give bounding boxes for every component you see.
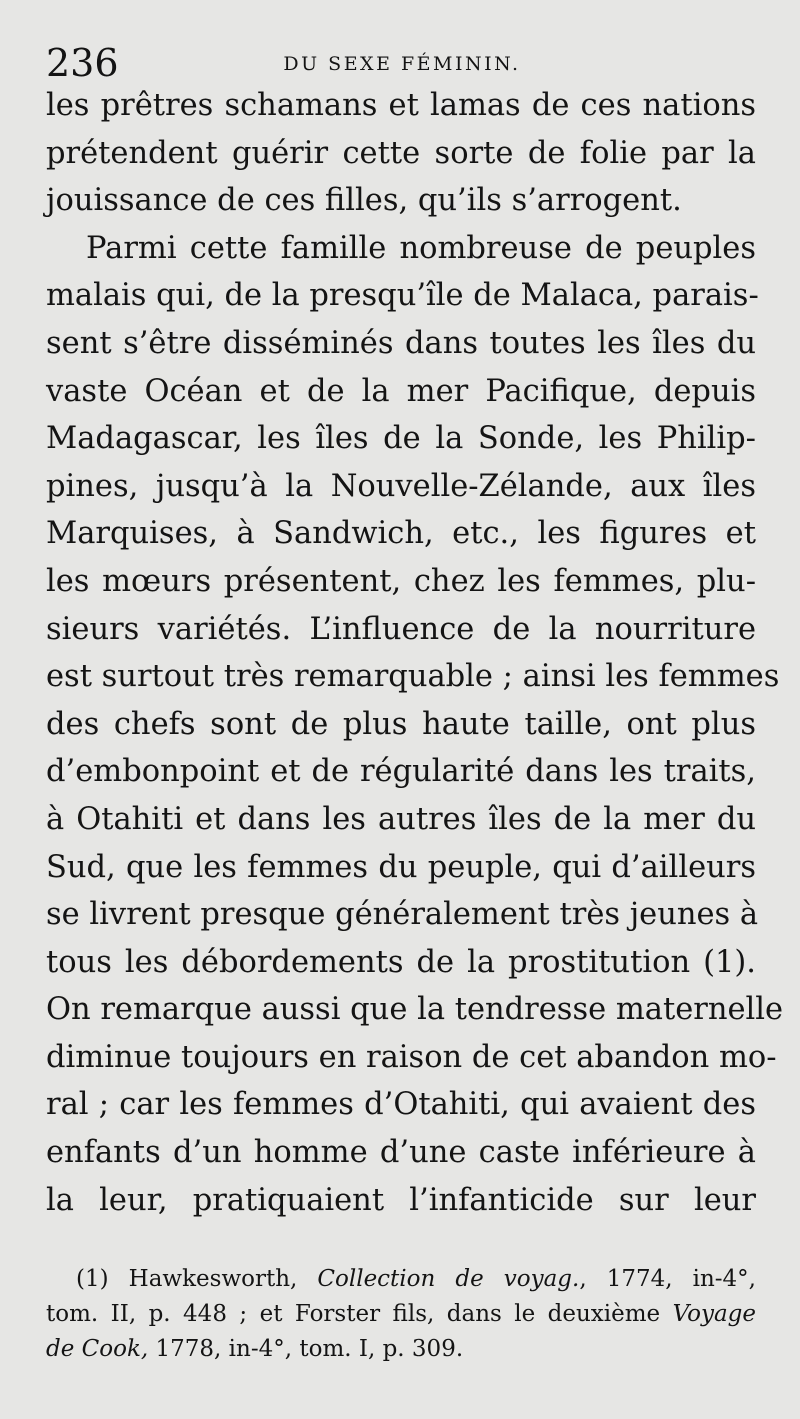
text-line: la leur, pratiquaient l’infanticide sur leur: [46, 1182, 756, 1218]
footnote-text: 1778, in-4°, tom. I, p. 309.: [148, 1336, 464, 1362]
footnote-title: Collection de voyag.: [317, 1266, 580, 1292]
footnote-line: [46, 1332, 756, 1367]
text-line: Sud, que les femmes du peuple, qui d’ailleurs: [46, 849, 756, 885]
text-line: pines, jusqu’à la Nouvelle-Zélande, aux îles: [46, 468, 756, 504]
text-line: malais qui, de la presqu’île de Malaca, parais-: [46, 278, 759, 314]
footnote-text: (1) Hawkesworth,: [76, 1266, 318, 1292]
footnote-title: de Cook,: [46, 1336, 149, 1362]
text-line: des chefs sont de plus haute taille, ont plus: [46, 706, 756, 742]
text-line: vaste Océan et de la mer Pacifique, depuis: [46, 373, 756, 409]
footnote-text: , 1774, in-4°,: [579, 1266, 756, 1292]
text-line: les mœurs présentent, chez les femmes, plu-: [46, 563, 756, 599]
running-head: DU SEXE FÉMININ.: [283, 53, 521, 75]
text-line: On remarque aussi que la tendresse maternelle: [46, 992, 784, 1028]
text-line: ral ; car les femmes d’Otahiti, qui avaient des: [46, 1087, 756, 1123]
footnote-title: Voyage: [672, 1301, 756, 1327]
text-line: Parmi cette famille nombreuse de peuples: [86, 230, 756, 266]
text-line: sent s’être disséminés dans toutes les îles du: [46, 325, 756, 361]
text-line: les prêtres schamans et lamas de ces nations: [46, 88, 756, 123]
body-text: [46, 82, 784, 1224]
text-line: se livrent presque généralement très jeunes à: [46, 897, 759, 933]
text-line: tous les débordements de la prostitution (1).: [46, 944, 756, 980]
text-line: est surtout très remarquable ; ainsi les femmes: [46, 659, 780, 695]
text-line: à Otahiti et dans les autres îles de la mer du: [46, 801, 756, 837]
text-line: prétendent guérir cette sorte de folie par la: [46, 135, 756, 171]
footnote: [46, 1262, 756, 1367]
footnote-line: [46, 1297, 756, 1332]
text-line: enfants d’un homme d’une caste inférieure à: [46, 1135, 756, 1171]
text-line: Madagascar, les îles de la Sonde, les Philip-: [46, 421, 756, 457]
text-line: jouissance de ces filles, qu’ils s’arrogent.: [46, 183, 682, 219]
footnote-line: [46, 1262, 756, 1297]
text-line: d’embonpoint et de régularité dans les traits,: [46, 754, 756, 790]
page-number: 236: [46, 41, 119, 85]
footnote-text: tom. II, p. 448 ; et Forster fils, dans le deuxième: [46, 1301, 673, 1327]
text-line: sieurs variétés. L’influence de la nourriture: [46, 611, 756, 647]
text-line: Marquises, à Sandwich, etc., les figures et: [46, 516, 756, 552]
text-line: diminue toujours en raison de cet abandon mo-: [46, 1039, 777, 1075]
